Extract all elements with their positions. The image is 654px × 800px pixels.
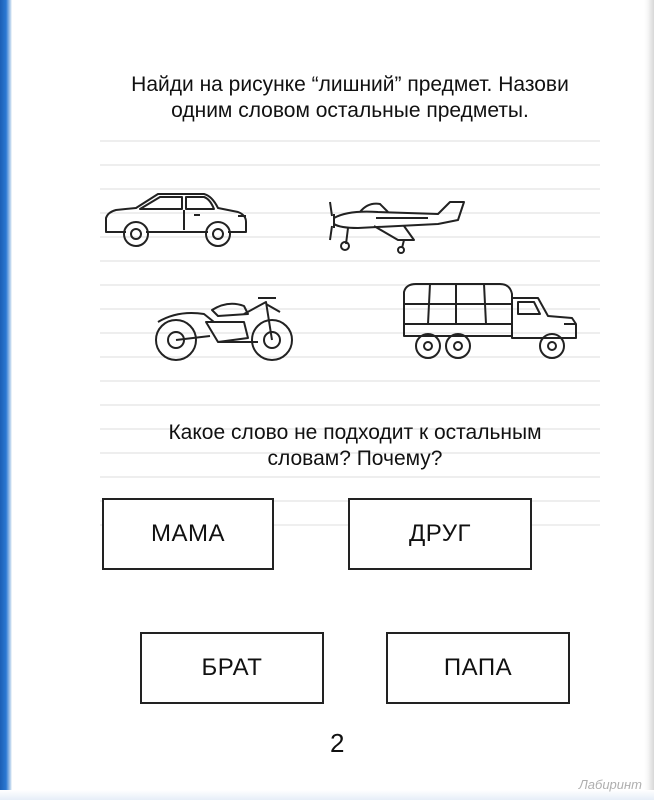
word-label: ДРУГ [409,520,471,547]
task-title [70,72,630,124]
car-icon [100,188,250,250]
airplane-icon [318,196,468,256]
motorcycle-icon [148,292,300,364]
word-box-papa [386,632,570,704]
watermark-logo: Лабиринт [578,777,642,792]
question-line-2: словам? Почему? [267,447,443,470]
word-label: БРАТ [201,654,263,681]
question [120,420,590,472]
page-edge-right [644,0,654,800]
task-title-line-1: Найди на рисунке “лишний” предмет. Назови [131,73,569,96]
truck-icon [400,280,580,362]
task-title-line-2: одним словом остальные предметы. [171,99,529,122]
word-box-drug [348,498,532,570]
page-edge-bottom [0,790,654,800]
page-number: 2 [330,728,345,758]
word-box-brat [140,632,324,704]
word-label: ПАПА [443,654,513,681]
question-line-1: Какое слово не подходит к остальным [168,421,542,444]
page-edge-left [0,0,12,800]
word-label: МАМА [151,520,225,547]
word-box-mama [102,498,274,570]
